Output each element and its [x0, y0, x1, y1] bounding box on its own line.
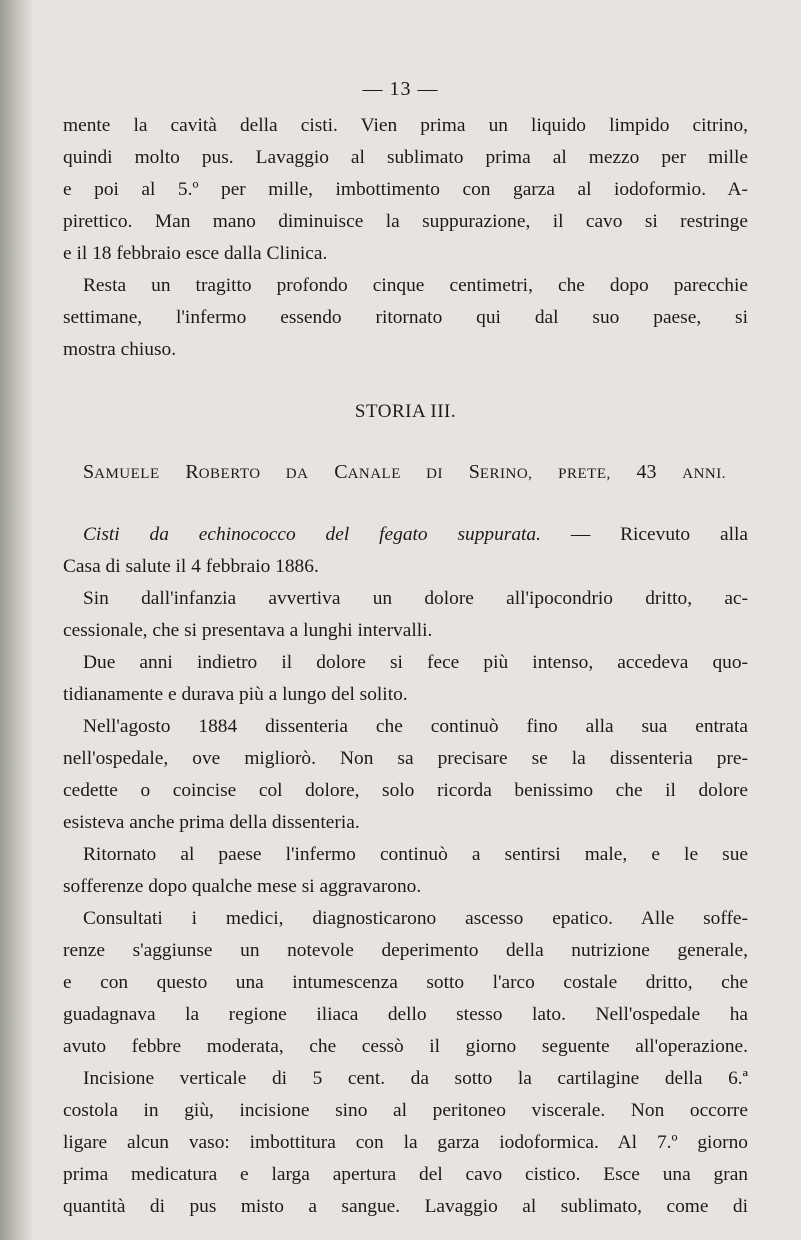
text-line: Nell'agosto 1884 dissenteria che continuò fino alla sua entrata [83, 716, 748, 737]
text-line: renze s'aggiunse un notevole deperimento della nutrizione generale, [63, 940, 748, 961]
page-number: — 13 — [362, 78, 439, 100]
text-line: ligare alcun vaso: imbottitura con la garza iodoformica. Al 7.º giorno [63, 1132, 748, 1153]
patient-name-rest: ERINO, [479, 466, 533, 482]
text-line: avuto febbre moderata, che cessò il giorno seguente all'operazione. [63, 1036, 748, 1057]
text-line: Due anni indietro il dolore si fece più intenso, accedeva quo- [83, 652, 748, 673]
patient-age-unit: ANNI. [682, 466, 727, 482]
text-line: mostra chiuso. [63, 339, 177, 360]
text-line: Casa di salute il 4 febbraio 1886. [63, 556, 319, 577]
diagnosis-rest: — Ricevuto alla [540, 524, 748, 545]
text-line: costola in giù, incisione sino al peritoneo viscerale. Non occorre [63, 1100, 748, 1121]
text-line: Consultati i medici, diagnosticarono ascesso epatico. Alle soffe- [83, 908, 748, 929]
text-line: tidianamente e durava più a lungo del solito. [63, 684, 408, 705]
text-line: cessionale, che si presentava a lunghi intervalli. [63, 620, 433, 641]
text-line: prima medicatura e larga apertura del cavo cistico. Esce una gran [63, 1164, 748, 1185]
text-line: Incisione verticale di 5 cent. da sotto la cartilagine della 6.ª [83, 1068, 748, 1089]
patient-name-initial: C [334, 461, 348, 483]
patient-name-rest: AMUELE [94, 466, 160, 482]
text-line: e con questo una intumescenza sotto l'arco costale dritto, che [63, 972, 748, 993]
diagnosis-title: Cisti da echinococco del fegato suppurata. [83, 524, 541, 545]
text-line: settimane, l'infermo essendo ritornato qui dal suo paese, si [63, 307, 748, 328]
text-line: Sin dall'infanzia avvertiva un dolore all'ipocondrio dritto, ac- [83, 588, 748, 609]
patient-name-initial: S [468, 461, 480, 483]
text-line: e poi al 5.º per mille, imbottimento con garza al iodoformio. A- [63, 179, 748, 200]
patient-role: PRETE, [558, 466, 611, 482]
patient-name-rest: ANALE DI [347, 466, 443, 482]
text-line: quindi molto pus. Lavaggio al sublimato prima al mezzo per mille [63, 147, 748, 168]
text-line: nell'ospedale, ove migliorò. Non sa precisare se la dissenteria pre- [63, 748, 748, 769]
section-title: STORIA III. [354, 401, 457, 422]
patient-name-rest: OBERTO DA [198, 466, 309, 482]
patient-heading [63, 456, 748, 488]
text-line: e il 18 febbraio esce dalla Clinica. [63, 243, 328, 264]
text-line: Ritornato al paese l'infermo continuò a sentirsi male, e le sue [83, 844, 748, 865]
patient-age: 43 [636, 461, 657, 483]
text-line: quantità di pus misto a sangue. Lavaggio al sublimato, come di [63, 1196, 748, 1217]
body-text [63, 110, 748, 1223]
diagnosis-line [63, 519, 748, 551]
text-line: mente la cavità della cisti. Vien prima un liquido limpido citrino, [63, 115, 748, 136]
patient-name-initial: S [83, 461, 95, 483]
text-line: cedette o coincise col dolore, solo ricorda benissimo che il dolore [63, 780, 748, 801]
patient-name-initial: R [185, 461, 199, 483]
text-line: esisteva anche prima della dissenteria. [63, 812, 360, 833]
text-line: Resta un tragitto profondo cinque centimetri, che dopo parecchie [83, 275, 748, 296]
text-line: sofferenze dopo qualche mese si aggravarono. [63, 876, 422, 897]
text-line: guadagnava la regione iliaca dello stesso lato. Nell'ospedale ha [63, 1004, 748, 1025]
text-line: pirettico. Man mano diminuisce la suppurazione, il cavo si restringe [63, 211, 748, 232]
